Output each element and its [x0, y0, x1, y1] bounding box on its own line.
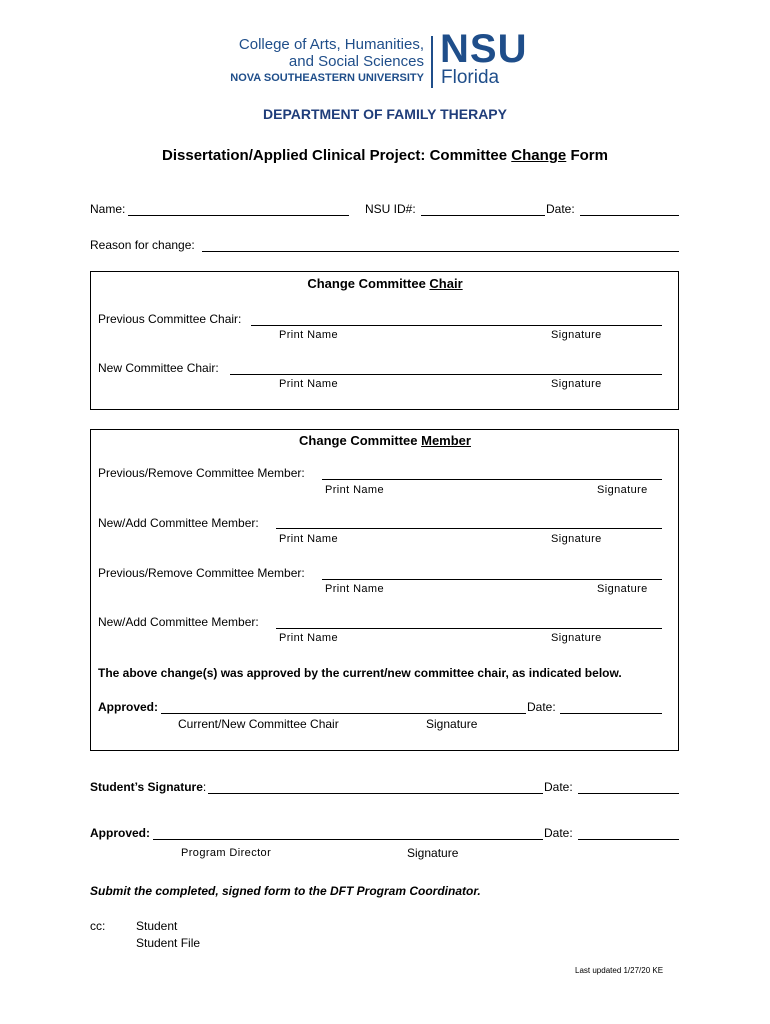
member-approved-label: Approved: [98, 700, 158, 714]
add-member-label-2: New/Add Committee Member: [98, 615, 259, 629]
change-member-title [0, 433, 770, 448]
director-approved-label: Approved: [90, 826, 150, 840]
add-member-1-signature-caption: Signature [551, 533, 602, 545]
student-signature-text: Student’s Signature [90, 780, 203, 794]
add-member-field-1[interactable] [276, 528, 662, 529]
logo-college-line1: College of Arts, Humanities, [238, 36, 424, 53]
program-director-caption: Program Director [181, 847, 272, 859]
reason-field[interactable] [202, 251, 679, 252]
logo-college-line2: and Social Sciences [288, 53, 424, 70]
logo-florida: Florida [441, 67, 500, 88]
remove-member-1-signature-caption: Signature [597, 484, 648, 496]
director-approved-field[interactable] [153, 839, 543, 840]
cc-item-student-file: Student File [136, 936, 201, 950]
change-member-title-prefix: Change Committee [299, 433, 422, 448]
director-date-label: Date: [544, 826, 573, 840]
previous-chair-print-name-caption: Print Name [279, 329, 339, 341]
chair-signature-caption: Signature [426, 717, 478, 731]
change-chair-title-prefix: Change Committee [307, 276, 430, 291]
add-member-field-2[interactable] [276, 628, 662, 629]
college-logo-text [228, 36, 424, 85]
director-date-field[interactable] [578, 839, 679, 840]
change-chair-title-underlined: Chair [429, 276, 463, 291]
remove-member-field-1[interactable] [322, 479, 662, 480]
cc-item-student: Student [136, 919, 178, 933]
remove-member-field-2[interactable] [322, 579, 662, 580]
department-heading: DEPARTMENT OF FAMILY THERAPY [263, 106, 507, 122]
logo-divider [431, 36, 433, 88]
add-member-1-print-name-caption: Print Name [279, 533, 339, 545]
student-signature-colon: : [202, 780, 207, 794]
member-approved-field[interactable] [161, 713, 526, 714]
previous-chair-signature-caption: Signature [551, 329, 602, 341]
add-member-2-signature-caption: Signature [551, 632, 602, 644]
nsu-id-label: NSU ID#: [365, 202, 416, 216]
date-label: Date: [546, 202, 575, 216]
change-chair-title [0, 276, 770, 291]
previous-chair-label: Previous Committee Chair: [98, 312, 242, 326]
add-member-2-print-name-caption: Print Name [279, 632, 339, 644]
remove-member-1-print-name-caption: Print Name [325, 484, 385, 496]
director-signature-caption: Signature [407, 846, 459, 860]
new-chair-print-name-caption: Print Name [279, 378, 339, 390]
form-title [0, 147, 770, 164]
new-chair-signature-caption: Signature [551, 378, 602, 390]
form-title-prefix: Dissertation/Applied Clinical Project: Committee [162, 147, 512, 164]
date-field[interactable] [580, 215, 679, 216]
approval-note: The above change(s) was approved by the current/new committee chair, as indicated below. [98, 666, 622, 680]
student-date-label: Date: [544, 780, 573, 794]
logo-nsu: NSU [440, 27, 528, 71]
name-field[interactable] [128, 215, 349, 216]
change-member-title-underlined: Member [421, 433, 471, 448]
remove-member-label-1: Previous/Remove Committee Member: [98, 466, 305, 480]
student-signature-label [90, 780, 206, 794]
name-label: Name: [90, 202, 126, 216]
previous-chair-field[interactable] [251, 325, 662, 326]
member-approved-date-field[interactable] [560, 713, 662, 714]
cc-label: cc: [90, 919, 106, 933]
new-chair-label: New Committee Chair: [98, 361, 219, 375]
new-chair-field[interactable] [230, 374, 662, 375]
member-approved-date-label: Date: [527, 700, 556, 714]
form-title-underlined: Change [511, 147, 567, 164]
student-date-field[interactable] [578, 793, 679, 794]
remove-member-2-print-name-caption: Print Name [325, 583, 385, 595]
student-signature-field[interactable] [208, 793, 543, 794]
last-updated: Last updated 1/27/20 KE [575, 966, 664, 975]
logo-university-name: NOVA SOUTHEASTERN UNIVERSITY [230, 72, 424, 84]
reason-label: Reason for change: [90, 238, 195, 252]
chair-caption: Current/New Committee Chair [178, 717, 339, 731]
submit-note: Submit the completed, signed form to the DFT Program Coordinator. [90, 884, 481, 898]
nsu-id-field[interactable] [421, 215, 545, 216]
form-title-suffix: Form [566, 147, 608, 164]
remove-member-label-2: Previous/Remove Committee Member: [98, 566, 305, 580]
add-member-label-1: New/Add Committee Member: [98, 516, 259, 530]
remove-member-2-signature-caption: Signature [597, 583, 648, 595]
